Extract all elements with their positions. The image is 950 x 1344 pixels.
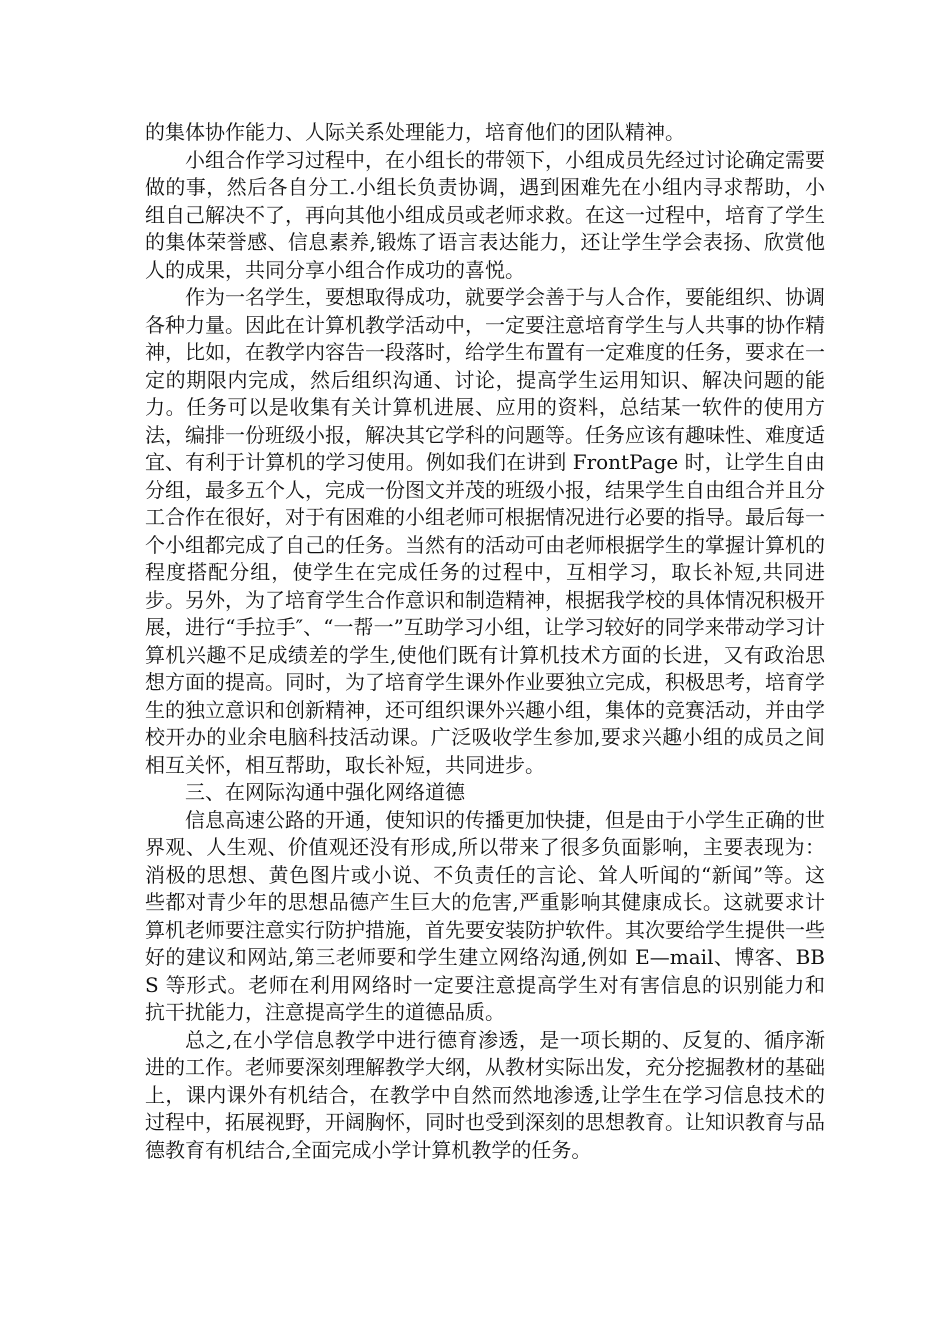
paragraph-teamwork: 作为一名学生，要想取得成功，就要学会善于与人合作，要能组织、协调各种力量。因此在计算机教学活动中，一定要注意培育学生与人共事的协作精神，比如，在教学内容告一段落时，给学生布置有一定难度的任务，要求在一定的期限内完成，然后组织沟通、讨论，提高学生运用知识、解决问题的能力。任务可以是收集有关计算机进展、应用的资料，总结某一软件的使用方法，编排一份班级小报，解决其它学科的问题等。任务应该有趣味性、难度适宜、有利于计算机的学习使用。例如我们在讲到 FrontPage 时，让学生自由分组，最多五个人，完成一份图文并茂的班级小报，结果学生自由组合并且分工合作在很好，对于有困难的小组老师可根据情况进行必要的指导。最后每一个小组都完成了自己的任务。当然有的活动可由老师根据学生的掌握计算机的程度搭配分组，使学生在完成任务的过程中，互相学习，取长补短,共同进步。另外，为了培育学生合作意识和制造精神，根据我学校的具体情况积极开展，进行“手拉手″、“一帮一”互助学习小组，让学习较好的同学来带动学习计算机兴趣不足成绩差的学生,使他们既有计算机技术方面的长进，又有政治思想方面的提高。同时，为了培育学生课外作业要独立完成，积极思考，培育学生的独立意识和创新精神，还可组织课外兴趣小组，集体的竞赛活动，并由学校开办的业余电脑科技活动课。广泛吸收学生参加,要求兴趣小组的成员之间相互关怀，相互帮助，取长补短，共同进步。	[145, 285, 825, 777]
document-page	[145, 119, 825, 1164]
paragraph-group-cooperation: 小组合作学习过程中，在小组长的带领下，小组成员先经过讨论确定需要做的事，然后各自分工.小组长负责协调，遇到困难先在小组内寻求帮助，小组自己解决不了，再向其他小组成员或老师求救。在这一过程中，培育了学生的集体荣誉感、信息素养,锻炼了语言表达能力，还让学生学会表扬、欣赏他人的成果，共同分享小组合作成功的喜悦。	[145, 147, 825, 282]
paragraph-continuation: 的集体协作能力、人际关系处理能力，培育他们的团队精神。	[145, 120, 685, 144]
section-heading-network-ethics: 三、在网际沟通中强化网络道德	[185, 780, 465, 804]
paragraph-network-ethics: 信息高速公路的开通，使知识的传播更加快捷，但是由于小学生正确的世界观、人生观、价值观还没有形成,所以带来了很多负面影响，主要表现为：消极的思想、黄色图片或小说、不负责任的言论、耸人听闻的“新闻”等。这些都对青少年的思想品德产生巨大的危害,严重影响其健康成长。这就要求计算机老师要注意实行防护措施，首先要安装防护软件。其次要给学生提供一些好的建议和网站,第三老师要和学生建立网络沟通,例如 E—mail、博客、BBS 等形式。老师在利用网络时一定要注意提高学生对有害信息的识别能力和抗干扰能力，注意提高学生的道德品质。	[145, 807, 825, 1024]
paragraph-conclusion: 总之,在小学信息教学中进行德育渗透，是一项长期的、反复的、循序渐进的工作。老师要深刻理解教学大纲，从教材实际出发，充分挖掘教材的基础上，课内课外有机结合，在教学中自然而然地渗透,让学生在学习信息技术的过程中，拓展视野，开阔胸怀，同时也受到深刻的思想教育。让知识教育与品德教育有机结合,全面完成小学计算机教学的任务。	[145, 1027, 825, 1162]
